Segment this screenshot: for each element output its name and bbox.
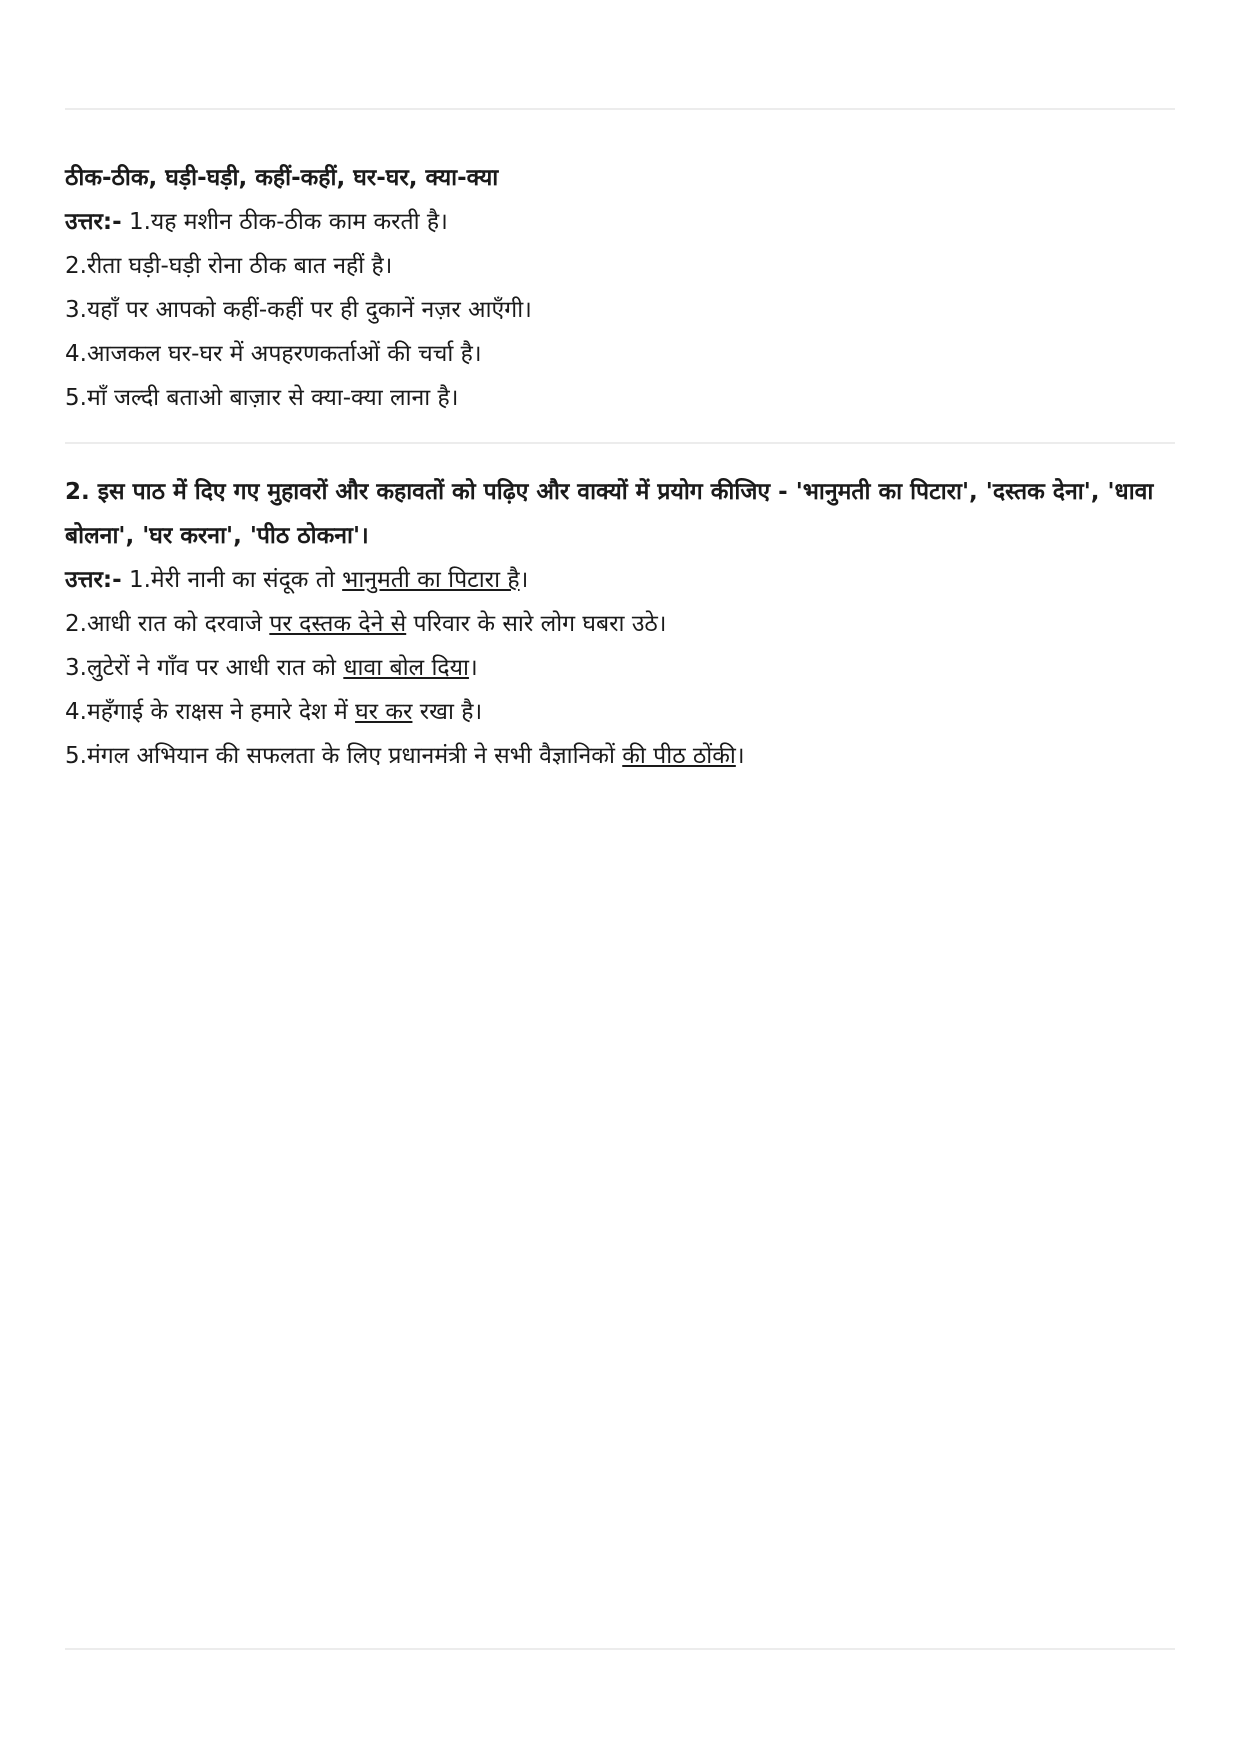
- word-pairs-heading: ठीक-ठीक, घड़ी-घड़ी, कहीं-कहीं, घर-घर, क्या-क्या: [65, 165, 499, 191]
- answer-label: उत्तर:-: [65, 567, 122, 593]
- answer-line: 5.माँ जल्दी बताओ बाज़ार से क्या-क्या लाना है।: [65, 385, 459, 411]
- answer-label: उत्तर:-: [65, 209, 122, 235]
- bottom-divider: [65, 1648, 1175, 1650]
- idiom-underlined: घर कर: [355, 699, 413, 725]
- idiom-underlined: की पीठ ठोंकी: [622, 743, 736, 769]
- answer-line: 2.रीता घड़ी-घड़ी रोना ठीक बात नहीं है।: [65, 253, 393, 279]
- idiom-underlined: भानुमती का पिटारा है: [342, 567, 520, 593]
- top-divider: [65, 108, 1175, 110]
- answer-line: [65, 558, 1180, 602]
- answer-line: [65, 200, 1180, 244]
- answer-line: [65, 646, 1180, 690]
- answer-text: ।: [519, 567, 529, 593]
- answer-text: 1.मेरी नानी का संदूक तो: [128, 567, 343, 593]
- answer-text: 2.आधी रात को दरवाजे: [65, 611, 270, 637]
- answer-text: ।: [735, 743, 745, 769]
- answer-text: ।: [468, 655, 478, 681]
- idiom-underlined: पर दस्तक देने से: [269, 611, 407, 637]
- answer-text: परिवार के सारे लोग घबरा उठे।: [406, 611, 667, 637]
- answer-text: रखा है।: [412, 699, 483, 725]
- idiom-underlined: धावा बोल दिया: [343, 655, 469, 681]
- answer-text: 5.मंगल अभियान की सफलता के लिए प्रधानमंत्री ने सभी वैज्ञानिकों: [65, 743, 623, 769]
- answer-line: [65, 734, 1180, 778]
- idioms-question: 2. इस पाठ में दिए गए मुहावरों और कहावतों को पढ़िए और वाक्यों में प्रयोग कीजिए - 'भानुमती का पिटारा', 'दस्तक देना', 'धावा बोलना', 'घर करना', 'पीठ ठोकना'।: [65, 479, 1154, 549]
- section-idioms: [65, 470, 1180, 778]
- answer-line: 4.आजकल घर-घर में अपहरणकर्ताओं की चर्चा है।: [65, 341, 482, 367]
- section-word-pairs: [65, 156, 1180, 420]
- answer-text: 4.महँगाई के राक्षस ने हमारे देश में: [65, 699, 356, 725]
- answer-line: 3.यहाँ पर आपको कहीं-कहीं पर ही दुकानें नज़र आएँगी।: [65, 297, 532, 323]
- answer-text: 3.लुटेरों ने गाँव पर आधी रात को: [65, 655, 344, 681]
- answer-text: 1.यह मशीन ठीक-ठीक काम करती है।: [128, 209, 448, 235]
- answer-line: [65, 602, 1180, 646]
- answer-line: [65, 690, 1180, 734]
- section-divider: [65, 442, 1175, 444]
